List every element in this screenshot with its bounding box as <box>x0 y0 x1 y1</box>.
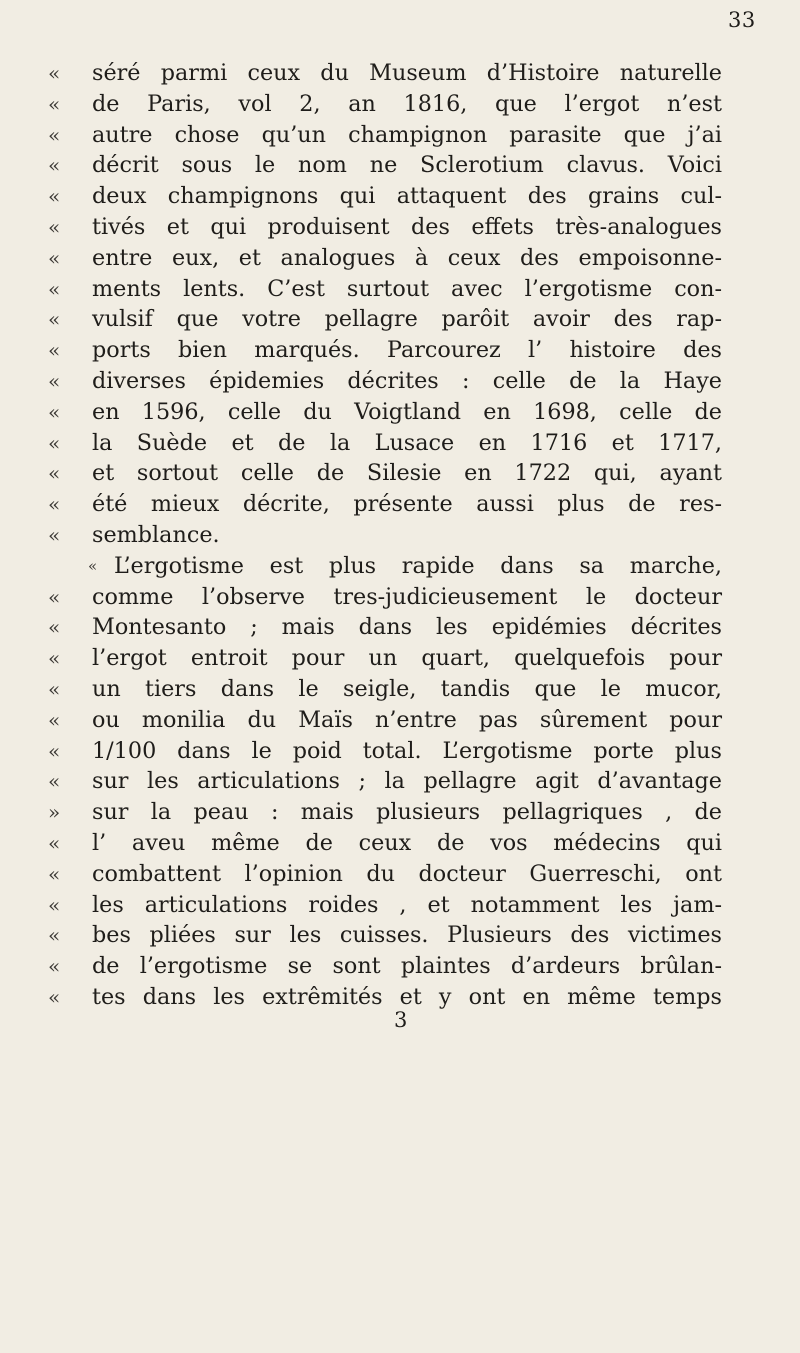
line-text: semblance. <box>92 521 220 548</box>
line-text: l’ aveu même de ceux de vos médecins qui <box>92 829 722 856</box>
line-text: comme l’observe tres-judicieusement le docteur <box>92 583 722 610</box>
signature-mark: 3 <box>394 1008 408 1032</box>
quote-mark: « <box>48 91 61 116</box>
text-line <box>48 705 722 736</box>
line-text: de Paris, vol 2, an 1816, que l’ergot n’est <box>92 90 722 117</box>
line-text: Montesanto ; mais dans les epidémies décrites <box>92 614 722 641</box>
quote-mark: « <box>48 830 61 855</box>
line-text: en 1596, celle du Voigtland en 1698, celle de <box>92 398 722 425</box>
quote-mark: « <box>48 430 61 455</box>
quote-mark: « <box>48 307 61 332</box>
quote-mark: « <box>48 984 61 1009</box>
text-line <box>48 920 722 951</box>
quote-mark: « <box>48 399 61 424</box>
text-line <box>48 397 722 428</box>
line-text: L’ergotisme est plus rapide dans sa marche, <box>114 552 722 579</box>
text-line <box>48 520 722 551</box>
text-line <box>48 181 722 212</box>
text-line <box>48 643 722 674</box>
text-line <box>48 335 722 366</box>
line-text: tes dans les extrêmités et y ont en même temps <box>92 983 722 1010</box>
line-text: les articulations roides , et notamment les jam- <box>92 891 722 918</box>
line-text: ments lents. C’est surtout avec l’ergotisme con- <box>92 275 722 302</box>
text-line <box>48 951 722 982</box>
text-line <box>48 828 722 859</box>
text-line <box>48 797 722 828</box>
quote-mark: « <box>48 861 61 886</box>
line-text: un tiers dans le seigle, tandis que le mucor, <box>92 675 722 702</box>
text-line <box>48 736 722 767</box>
quote-mark: « <box>48 584 61 609</box>
text-line <box>48 489 722 520</box>
line-text: deux champignons qui attaquent des grains cul- <box>92 183 722 210</box>
line-text: la Suède et de la Lusace en 1716 et 1717, <box>92 429 722 456</box>
line-text: sur la peau : mais plusieurs pellagriques , de <box>92 799 722 826</box>
line-text: vulsif que votre pellagre parôit avoir des rap- <box>92 306 722 333</box>
text-line <box>48 582 722 613</box>
text-line <box>48 458 722 489</box>
quote-mark: « <box>48 338 61 363</box>
line-text: sur les articulations ; la pellagre agit d’avantage <box>92 768 722 795</box>
text-line <box>48 859 722 890</box>
line-text: bes pliées sur les cuisses. Plusieurs des victimes <box>92 922 722 949</box>
quote-mark: « <box>48 184 61 209</box>
line-text: entre eux, et analogues à ceux des empoisonne- <box>92 244 722 271</box>
body-text <box>48 58 722 1013</box>
line-text: diverses épidemies décrites : celle de la Haye <box>92 367 722 394</box>
quote-mark: « <box>48 954 61 979</box>
quote-mark: « <box>48 676 61 701</box>
line-text: décrit sous le nom ne Sclerotium clavus. Voici <box>92 152 722 179</box>
text-line <box>48 766 722 797</box>
text-line <box>48 674 722 705</box>
line-text: de l’ergotisme se sont plaintes d’ardeurs brûlan- <box>92 953 722 980</box>
quote-mark: « <box>48 214 61 239</box>
quote-mark: « <box>48 122 61 147</box>
quote-mark: « <box>88 556 98 575</box>
text-line <box>48 612 722 643</box>
line-text: ou monilia du Maïs n’entre pas sûrement pour <box>92 706 722 733</box>
text-line <box>48 120 722 151</box>
text-line <box>48 150 722 181</box>
page-number: 33 <box>728 8 756 32</box>
text-line <box>48 274 722 305</box>
quote-mark: « <box>48 769 61 794</box>
quote-mark: « <box>48 461 61 486</box>
line-text: et sortout celle de Silesie en 1722 qui, ayant <box>92 460 722 487</box>
quote-mark: « <box>48 368 61 393</box>
quote-mark: « <box>48 892 61 917</box>
line-text: ports bien marqués. Parcourez l’ histoire des <box>92 337 722 364</box>
text-line <box>48 428 722 459</box>
quote-mark: « <box>48 522 61 547</box>
line-text: tivés et qui produisent des effets très-analogues <box>92 213 722 240</box>
text-line <box>88 551 722 582</box>
quote-mark: « <box>48 707 61 732</box>
text-line <box>48 58 722 89</box>
text-line <box>48 366 722 397</box>
text-line <box>48 243 722 274</box>
line-text: combattent l’opinion du docteur Guerreschi, ont <box>92 860 722 887</box>
quote-mark: « <box>48 923 61 948</box>
line-text: séré parmi ceux du Museum d’Histoire naturelle <box>92 60 722 86</box>
quote-mark: « <box>48 646 61 671</box>
quote-mark: « <box>48 492 61 517</box>
quote-mark: « <box>48 153 61 178</box>
line-text: été mieux décrite, présente aussi plus de res- <box>92 491 722 518</box>
line-text: autre chose qu’un champignon parasite que j’ai <box>92 121 722 148</box>
quote-mark: « <box>48 61 61 85</box>
text-line <box>48 212 722 243</box>
quote-mark: « <box>48 276 61 301</box>
line-text: 1/100 dans le poid total. L’ergotisme porte plus <box>92 737 722 764</box>
quote-mark: » <box>48 800 61 825</box>
line-text: l’ergot entroit pour un quart, quelquefois pour <box>92 645 722 672</box>
text-line <box>48 304 722 335</box>
quote-mark: « <box>48 245 61 270</box>
quote-mark: « <box>48 615 61 640</box>
text-line <box>48 89 722 120</box>
quote-mark: « <box>48 738 61 763</box>
text-line <box>48 890 722 921</box>
